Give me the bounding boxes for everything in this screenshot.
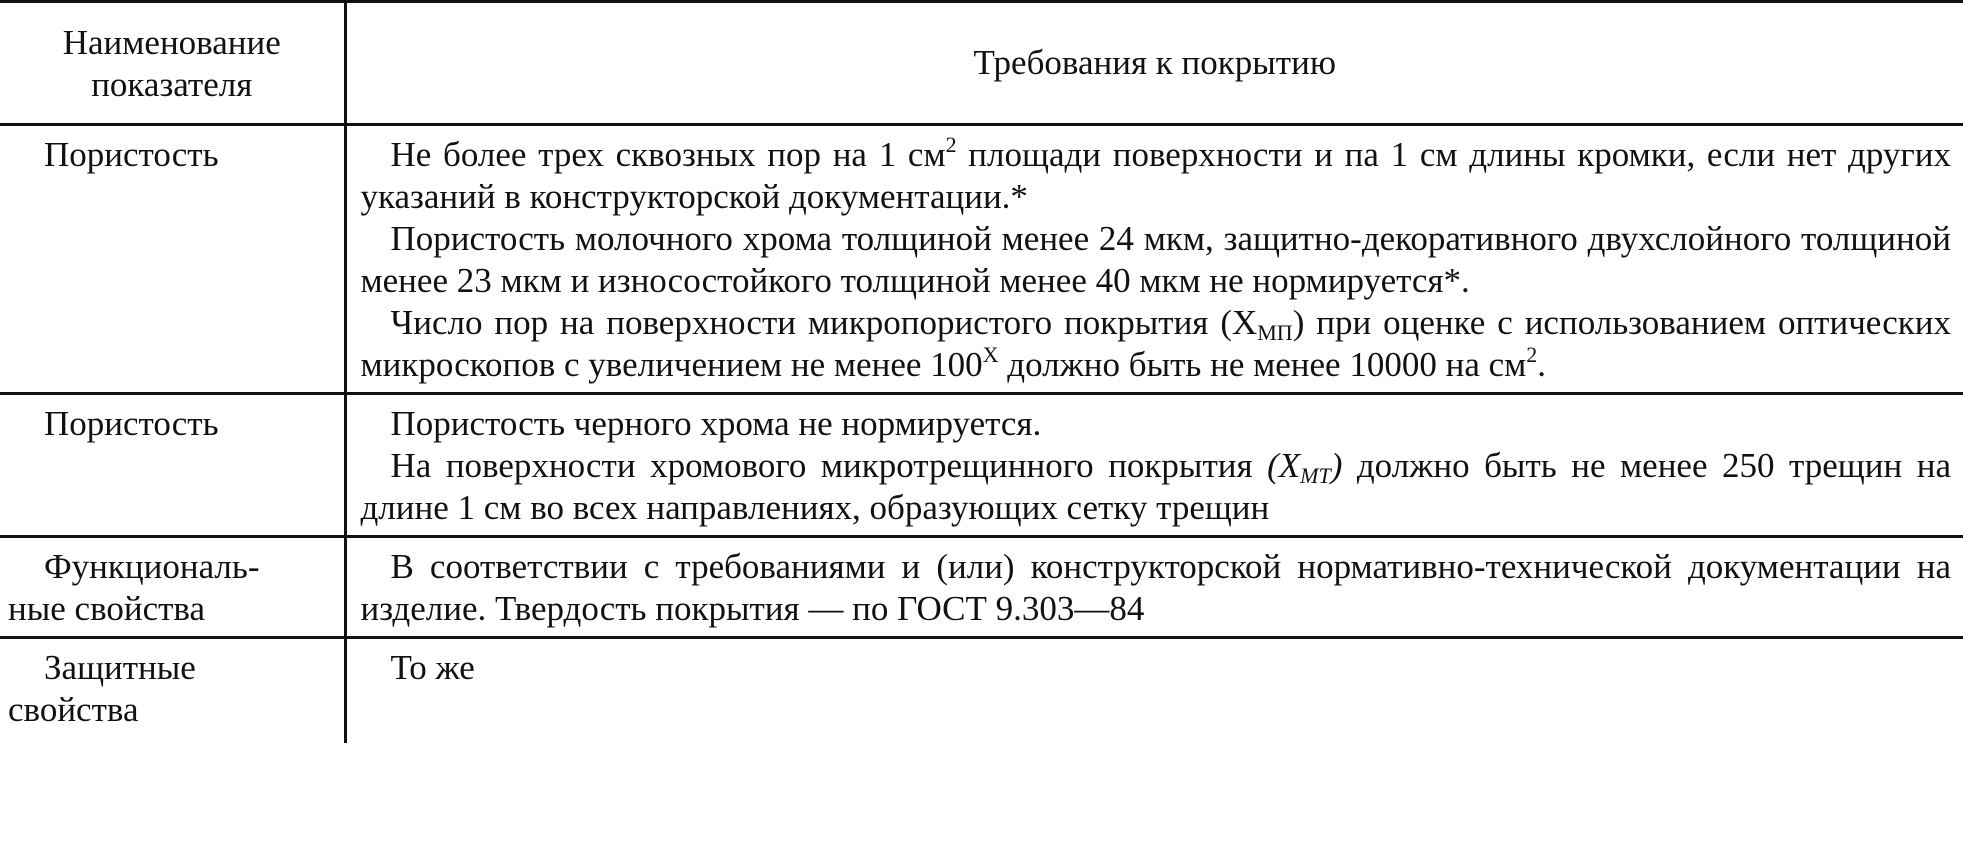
indicator-name: Пористость <box>0 125 345 394</box>
requirement-text <box>345 394 1963 537</box>
table-row <box>0 638 1963 744</box>
requirement-paragraph: Число пор на поверхности микропористого покрытия $(Х_{МП})$ при оценке с использованием оптических микроскопов с увеличением не менее $100^Х$ должно быть не менее 10000 на $см^2$. <box>360 303 1951 384</box>
requirement-text <box>345 638 1963 744</box>
requirement-paragraph: На поверхности хромового микротрещинного покрытия $(Х_{МТ})$ должно быть не менее 250 трещин на длине 1 см во всех направлениях, образующих сетку трещин <box>360 446 1951 527</box>
requirement-paragraph: То же <box>390 648 475 687</box>
requirement-paragraph: Не более трех сквозных пор на 1 $см^2$ площади поверхности и па 1 см длины кромки, если нет других указаний в конструкторской документации.* <box>360 132 1951 216</box>
indicator-name: Пористость <box>0 394 345 537</box>
header-requirements: Требования к покрытию <box>345 2 1963 125</box>
table-header-row <box>0 2 1963 125</box>
requirement-paragraph: В соответствии с требованиями и (или) конструкторской нормативно-технической документации на изделие. Твердость покрытия — по ГОСТ 9.303—84 <box>360 547 1951 628</box>
requirement-paragraph: Пористость черного хрома не нормируется. <box>390 404 1042 443</box>
table-row <box>0 394 1963 537</box>
requirement-paragraph: Пористость молочного хрома толщиной менее 24 мкм, защитно-декоративного двухслойного толщиной менее 23 мкм и износостойкого толщиной менее 40 мкм не нормируется*. <box>360 219 1951 300</box>
header-indicator-name: Наименование показателя <box>0 2 345 125</box>
requirement-text <box>345 125 1963 394</box>
indicator-name: Функциональ- ные свойства <box>0 537 345 638</box>
indicator-name: Защитные свойства <box>0 638 345 744</box>
table-row <box>0 125 1963 394</box>
table-row <box>0 537 1963 638</box>
requirement-text <box>345 537 1963 638</box>
